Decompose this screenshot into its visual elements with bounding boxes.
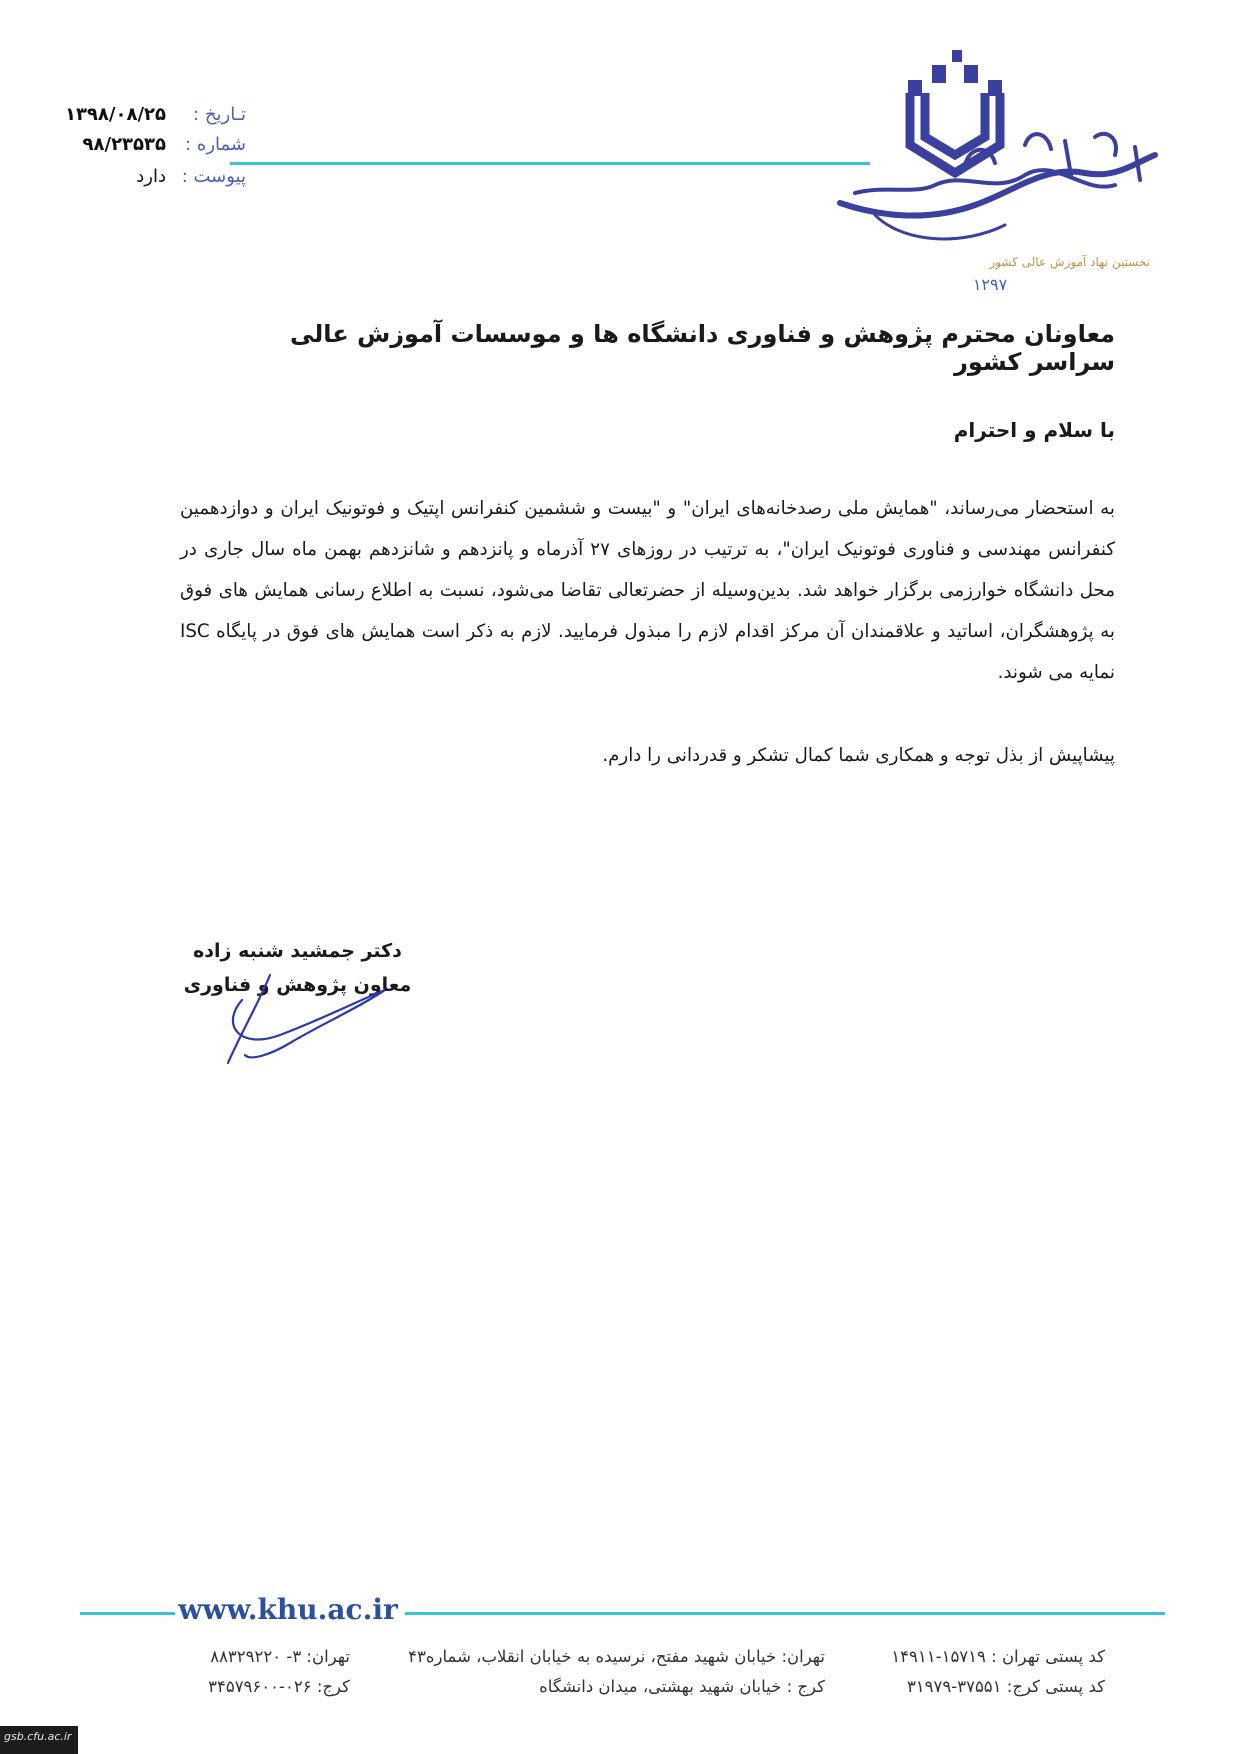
footer-rule-right — [405, 1612, 1165, 1615]
number-label: شماره : — [185, 134, 246, 155]
letter-greeting: با سلام و احترام — [953, 418, 1115, 442]
number-value: ۹۸/۲۳۵۳۵ — [82, 134, 166, 155]
karaj-phone: کرج: ۰۲۶-۳۴۵۷۹۶۰۰ — [208, 1677, 350, 1696]
letter-closing: پیشاپیش از بذل توجه و همکاری شما کمال تشکر و قدردانی را دارم. — [602, 745, 1115, 766]
footer-rule-left — [80, 1612, 175, 1615]
karaj-postal-code: کد پستی کرج: ۳۷۵۵۱-۳۱۹۷۹ — [906, 1677, 1105, 1696]
signer-title: معاون پژوهش و فناوری — [183, 974, 412, 996]
header-rule — [230, 162, 870, 165]
tehran-postal-code: کد پستی تهران : ۱۵۷۱۹-۱۴۹۱۱ — [891, 1647, 1105, 1666]
letter-heading: معاونان محترم پژوهش و فناوری دانشگاه ها و موسسات آموزش عالی سراسر کشور — [290, 320, 1115, 376]
website-link[interactable]: www.khu.ac.ir — [178, 1593, 398, 1626]
number-row — [0, 130, 260, 160]
tehran-address: تهران: خیابان شهید مفتح، نرسیده به خیابان انقلاب، شماره۴۳ — [408, 1647, 825, 1666]
handwritten-signature — [210, 955, 410, 1065]
date-row — [0, 100, 260, 130]
attachment-label: پیوست : — [181, 166, 246, 187]
attachment-row — [0, 162, 260, 192]
attachment-value: دارد — [136, 166, 166, 187]
tehran-phone: تهران: ۳- ۸۸۳۲۹۲۲۰ — [210, 1647, 350, 1666]
source-badge-text: gsb.cfu.ac.ir — [4, 1730, 72, 1743]
signer-name: دکتر جمشید شنبه زاده — [193, 940, 402, 962]
date-label: تـاریخ : — [193, 104, 246, 125]
date-value: ۱۳۹۸/۰۸/۲۵ — [64, 104, 166, 125]
source-badge — [0, 1726, 78, 1754]
karaj-address: کرج : خیابان شهید بهشتی، میدان دانشگاه — [539, 1677, 825, 1696]
university-logo — [815, 45, 1195, 310]
logo-caption: نخستین نهاد آموزش عالی کشور — [989, 255, 1150, 269]
logo-year: ۱۲۹۷ — [972, 275, 1008, 294]
letter-paragraph: به استحضار می‌رساند، "همایش ملی رصدخانه‌های ایران" و "بیست و ششمین کنفرانس اپتیک و فوتونیک ایران و دوازدهمین کنفرانس مهندسی و فناوری فوتونیک ایران"، به ترتیب در روزهای ۲۷ آذرماه و پانزدهم و شانزدهم بهمن ماه سال جاری در محل دانشگاه خوارزمی برگزار خواهد شد. بدین‌وسیله از حضرتعالی تقاضا می‌شود، نسبت به اطلاع رسانی همایش های فوق به پژوهشگران، اساتید و علاقمندان آن مرکز اقدام لازم را مبذول فرمایید. لازم به ذکر است همایش های فوق در پایگاه ISC نمایه می شوند. — [180, 498, 1115, 683]
